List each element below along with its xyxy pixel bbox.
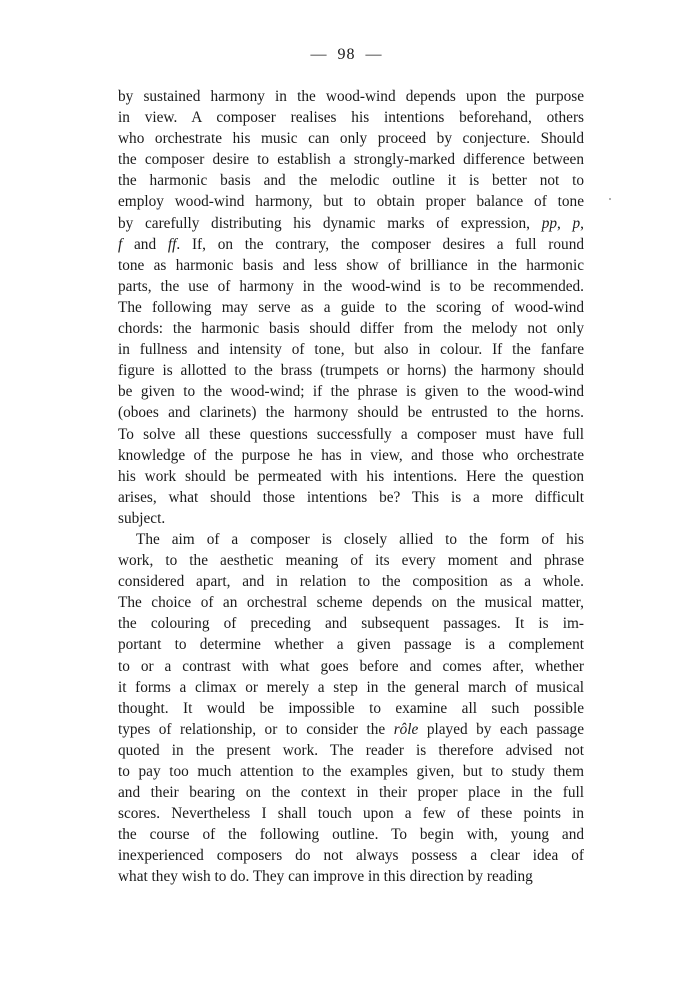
text-segment: considered apart, and in relation to the composition as a whole. [118,573,584,591]
text-segment: be given to the wood-wind; if the phrase is given to the wood-wind [118,383,584,401]
text-segment: The aim of a composer is closely allied to the form of his [136,530,584,548]
text-line [118,845,584,866]
text-line [118,529,584,550]
text-line [118,318,584,339]
text-segment: knowledge of the purpose he has in view, and those who orchestrate [118,446,584,464]
text-segment: the course of the following outline. To begin with, young and [118,826,584,844]
text-line [118,677,584,698]
text-line [118,149,584,170]
text-line [118,128,584,149]
text-line [118,86,584,107]
text-segment: and [122,235,168,253]
text-segment: in fullness and intensity of tone, but also in colour. If the fanfare [118,341,584,359]
text-segment: to or a contrast with what goes before and comes after, whether [118,657,584,675]
text-segment: types of relationship, or to consider the [118,720,394,738]
text-segment: who orchestrate his music can only proceed by conjecture. Should [118,130,584,148]
text-segment: . If, on the contrary, the composer desires a full round [176,235,584,253]
text-segment: arises, what should those intentions be? This is a more difficult [118,488,584,506]
text-line [118,339,584,360]
text-line [118,255,584,276]
text-line [118,107,584,128]
text-segment: parts, the use of harmony in the wood-wind is to be recommended. [118,277,584,295]
text-segment: portant to determine whether a given passage is a complement [118,636,584,654]
text-segment: by carefully distributing his dynamic marks of expression, [118,214,542,232]
text-segment: inexperienced composers do not always possess a clear idea of [118,847,584,865]
page-number: 98 [337,46,356,63]
page-header [0,46,693,64]
text-line [118,550,584,571]
text-segment: chords: the harmonic basis should differ from the melody not only [118,320,584,338]
italic-term: rôle [393,720,419,738]
text-line [118,487,584,508]
text-segment: what they wish to do. They can improve in this direction by reading [118,868,533,886]
text-line [118,592,584,613]
text-segment: , [580,214,584,232]
text-segment: played by each passage [418,720,584,738]
italic-term: p [572,214,581,232]
text-segment: it forms a climax or merely a step in the general march of musical [118,678,584,696]
header-dash-left: — [310,46,328,63]
text-segment: employ wood-wind harmony, but to obtain proper balance of tone [118,193,584,211]
header-dash-right: — [365,46,383,63]
text-line [118,613,584,634]
text-segment: in view. A composer realises his intentions beforehand, others [118,109,584,127]
text-segment: tone as harmonic basis and less show of brilliance in the harmonic [118,256,584,274]
text-segment: quoted in the present work. The reader is therefore advised not [118,741,584,759]
text-line [118,634,584,655]
text-line [118,445,584,466]
text-segment: The following may serve as a guide to the scoring of wood-wind [118,298,584,316]
text-segment: the composer desire to establish a strongly-marked difference between [118,151,584,169]
text-segment: The choice of an orchestral scheme depends on the musical matter, [118,594,584,612]
text-segment: To solve all these questions successfully a composer must have full [118,425,584,443]
text-line [118,381,584,402]
text-line [118,656,584,677]
text-segment: the colouring of preceding and subsequent passages. It is im- [118,615,584,633]
text-line [118,698,584,719]
italic-term: pp [541,214,557,232]
text-line [118,297,584,318]
text-line [118,866,584,887]
text-segment: , [556,214,573,232]
text-segment: his work should be permeated with his intentions. Here the question [118,467,584,485]
text-line [118,782,584,803]
text-segment: figure is allotted to the brass (trumpets or horns) the harmony should [118,362,584,380]
text-segment: work, to the aesthetic meaning of its every moment and phrase [118,552,584,570]
text-line [118,402,584,423]
text-segment: thought. It would be impossible to examine all such possible [118,699,584,717]
body-text [118,86,584,888]
italic-term: ff [167,235,177,253]
page-speck [609,198,611,200]
text-segment: scores. Nevertheless I shall touch upon a few of these points in [118,805,584,823]
text-line [118,466,584,487]
text-segment: by sustained harmony in the wood-wind depends upon the purpose [118,88,584,105]
text-line [118,719,584,740]
text-segment: the harmonic basis and the melodic outline it is better not to [118,172,584,190]
text-line [118,761,584,782]
text-segment: and their bearing on the context in their proper place in the full [118,784,584,802]
text-line [118,824,584,845]
text-line [118,424,584,445]
text-line [118,360,584,381]
text-segment: (oboes and clarinets) the harmony should be entrusted to the horns. [118,404,584,422]
text-line [118,170,584,191]
text-segment: to pay too much attention to the examples given, but to study them [118,763,584,780]
text-line [118,571,584,592]
text-line [118,803,584,824]
text-line [118,740,584,761]
italic-term: f [118,235,123,253]
text-line [118,234,584,255]
text-line [118,213,584,234]
text-line [118,508,584,529]
text-line [118,191,584,212]
text-segment: subject. [118,509,166,527]
text-line [118,276,584,297]
